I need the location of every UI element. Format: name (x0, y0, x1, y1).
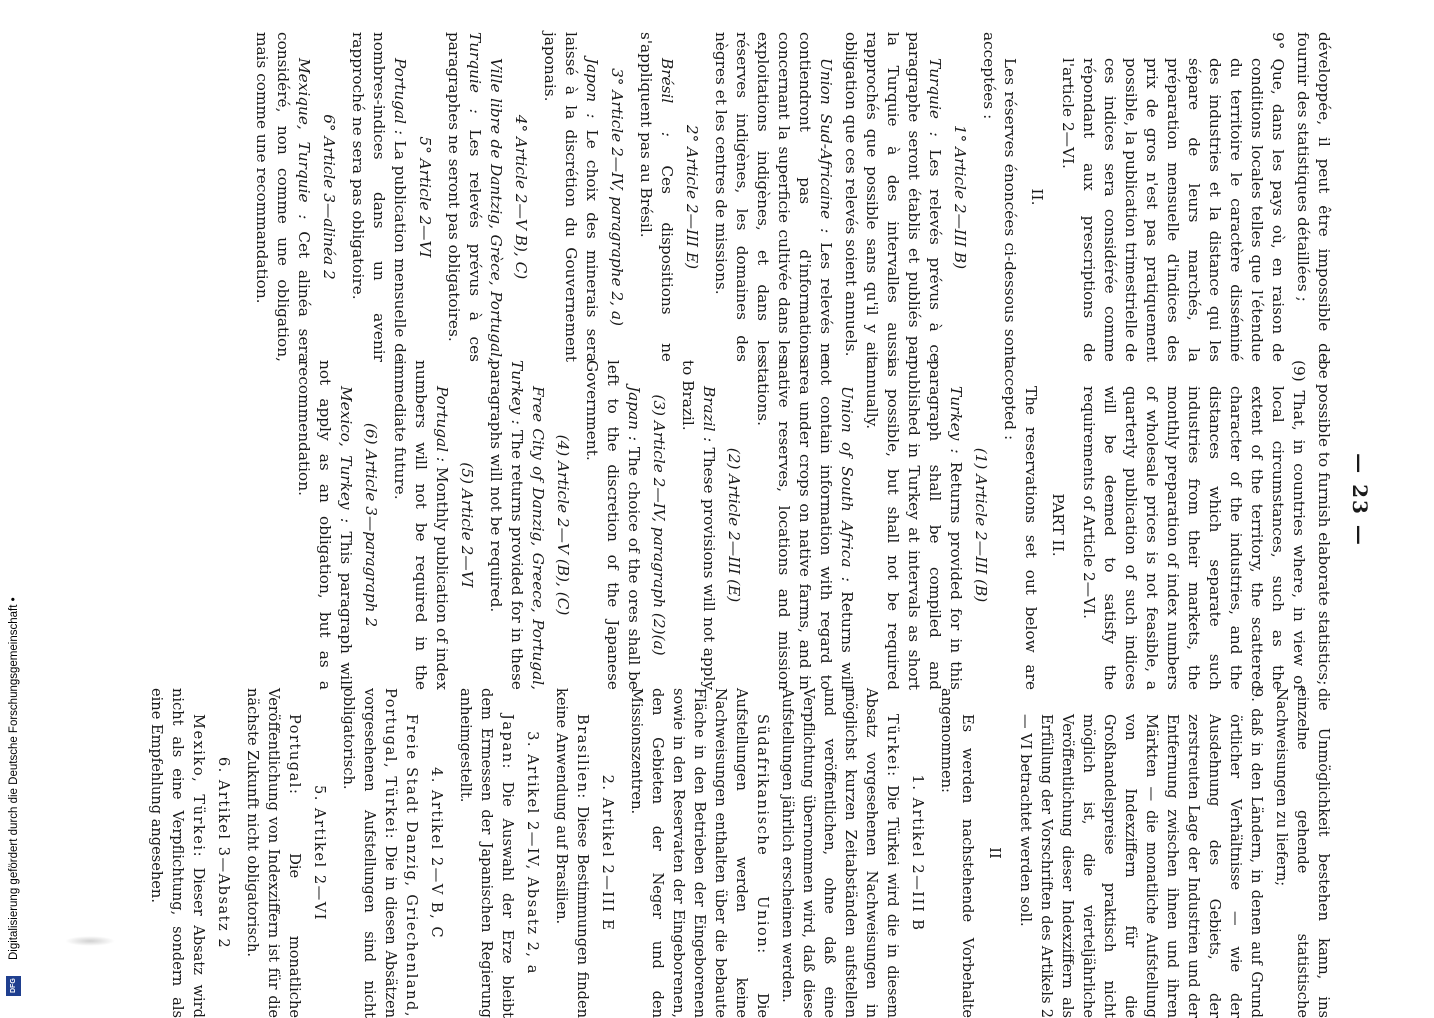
de-text-south-africa: Die Aufstellungen werden keine Nachweisungen enthalten über die bebaute Fläche in den Betrieben der Eingeborenen sowie in den Reservaten der Eingeborenen, den Gebieten der Neger und den Missionszentren. (628, 688, 771, 1018)
en-text-portugal: Monthly publication of index numbers will not be required in the immediate future. (391, 360, 451, 690)
de-reservation-japan (455, 688, 518, 1018)
de-heading-1: 1. Artikel 2—III B (909, 774, 926, 932)
de-lead-mexico: Mexiko, Türkei: (190, 714, 207, 859)
fr-reservation-danzig (443, 32, 506, 362)
en-lead-japan: Japan : (625, 386, 643, 442)
en-heading-2: (2) Article 2—III (E) (725, 447, 743, 603)
en-heading-4: (4) Article 2—V (B), (C) (554, 434, 572, 616)
de-reservation-mexico (146, 688, 209, 1018)
de-reservation-brazil (551, 688, 593, 1018)
fr-heading-4: 4° Article 2—V B), C) (512, 114, 530, 280)
en-reservation-turkey (861, 360, 966, 690)
en-text-south-africa: Returns will not contain information with regard to area under crops on native farms, and in native reserves, locations and mission stations. (754, 360, 856, 690)
de-heading-2: 2. Artikel 2—III E (599, 774, 616, 932)
de-lead-japan: Japan: (499, 714, 516, 770)
en-reservation-south-africa (752, 360, 857, 690)
german-column (148, 688, 1334, 1018)
fr-text-south-africa: Les relevés ne contiendront pas d'informations concernant la superficie cultivée dans les exploitations indigènes, et dans les réserves indigènes, les domaines des nègres et les centres de missions. (712, 32, 835, 362)
de-lead-portugal: Portugal: (286, 714, 303, 796)
fr-text-turkey: Les relevés prévus à ce paragraphe seront établis et publiés par la Turquie à des intervalles aussi rapprochés que possible sans qu'il y ait obligation que ces relevés soient annuels. (842, 32, 944, 362)
de-paragraph-8-end: die Unmöglichkeit bestehen kann, ins einzelne gehende statistische Nachweisungen zu liefern; (1273, 688, 1332, 1018)
fr-lead-turkey: Turquie : (926, 58, 944, 137)
en-paragraph-9: (9) That, in countries where, in view of local circumstances, such as the extent of the territory, the scattered character of the industries, and the distances which separate such industries from their markets, the monthly preparation of index numbers of wholesale prices is not feasible, a quarterly publication of such indices will be deemed to satisfy the requirements of Article 2—VI. (1080, 360, 1308, 690)
attribution-text: Digitalisierung gefördert durch die Deutsche Forschungsgemeinschaft • (8, 597, 20, 960)
de-lead-danzig: Freie Stadt Danzig, Griechenland, Portugal, Türkei: (382, 688, 420, 1018)
fr-lead-brazil: Brésil : (658, 58, 676, 137)
fr-part-heading: II. (1028, 188, 1046, 206)
de-heading-4: 4. Artikel 2—V B, C (428, 766, 445, 940)
de-lead-turkey: Türkei: (884, 714, 901, 778)
fr-reservation-brazil (635, 32, 677, 362)
fr-text-brazil: Ces dispositions ne s'appliquent pas au Brésil. (637, 32, 676, 362)
fr-heading-6: 6° Article 3—alinéa 2 (320, 114, 338, 280)
fr-paragraph-9: 9° Que, dans les pays où, en raison de conditions locales telles que l'étendue du territoire le caractère disséminé des industries et la distance qui les sépare de leurs marchés, la préparation mensuelle d'indices des prix de gros n'est pas pratiquement possible, la publication trimestrielle de ces indices sera considérée comme répondant aux prescriptions de l'article 2—VI. (1059, 32, 1287, 362)
en-intro: The reservations set out below are accepted : (1001, 360, 1040, 690)
de-paragraph-9: 9. daß in den Ländern, in denen auf Grund örtlicher Verhältnisse — wie der Ausdehnung des Gebiets, der zerstreuten Lage der Industrien und der Entfernung zwischen ihnen und ihren Märkten — die monatliche Aufstellung von Indexziffern für die Großhandelspreise praktisch nicht möglich ist, die vierteljährliche Veröffentlichung dieser Indexziffern als Erfüllung der Vorschriften des Artikels 2 — VI betrachtet werden soll. (1017, 688, 1265, 1018)
fr-lead-south-africa: Union Sud-Africaine : (817, 58, 835, 234)
dfg-logo: DFG (6, 976, 21, 996)
en-text-brazil: These provisions will not apply to Brazil. (679, 360, 718, 690)
de-reservation-turkey (777, 688, 903, 1018)
de-text-turkey: Die Türkei wird die in diesem Absatz vorgesehenen Nachweisungen in möglichst kurzen Zeitabständen aufstellen und veröffentlichen, ohne daß eine Verpflichtung übernommen wird, daß diese Aufstellungen jährlich erscheinen werden. (779, 688, 901, 1018)
fr-intro: Les réserves énoncées ci-dessous sont acceptées : (980, 32, 1019, 362)
de-lead-south-africa: Südafrikanische Union: (754, 714, 771, 955)
de-heading-6: 6. Artikel 3—Absatz 2 (215, 756, 232, 950)
en-lead-south-africa: Union of South Africa : (838, 386, 856, 582)
fr-text-danzig: Les relevés prévus à ces paragraphes ne seront pas obligatoires. (445, 32, 484, 362)
fr-reservation-portugal (347, 32, 410, 362)
attribution-sidebar (2, 0, 30, 1000)
en-heading-1: (1) Article 2—III (B) (972, 447, 990, 603)
fr-lead-portugal: Portugal : (391, 58, 409, 135)
fr-heading-5: 5° Article 2—VI (416, 136, 434, 258)
fr-paragraph-8-end: développée, il peut être impossible de fournir des statistiques détaillées ; (1294, 32, 1333, 362)
en-text-turkey: Returns provided for in this paragraph shall be compiled and published in Turkey at intervals as short as possible, but shall not be required annually. (863, 360, 965, 691)
fr-reservation-south-africa (710, 32, 836, 362)
fr-reservation-mexico (251, 32, 314, 362)
en-lead-turkey: Turkey : (947, 386, 965, 454)
en-lead-brazil: Brazil : (700, 386, 718, 443)
en-heading-6: (6) Article 3—paragraph 2 (362, 422, 380, 628)
french-column (184, 32, 1334, 362)
de-text-danzig: Die in diesen Absätzen vorgesehenen Aufstellungen sind nicht obligatorisch. (340, 688, 399, 1018)
fr-heading-3: 3° Article 2—IV, paragraphe 2, a) (608, 68, 626, 326)
en-lead-mexico: Mexico, Turkey : (337, 386, 355, 524)
en-text-danzig: The returns provided for in these paragraphs will not be required. (487, 360, 526, 690)
de-reservation-danzig (338, 688, 422, 1018)
de-text-mexico: Dieser Absatz wird nicht als eine Verpflichtung, sondern als eine Empfehlung angesehen. (148, 688, 207, 1018)
de-heading-3: 3. Artikel 2—IV, Absatz 2, a (524, 731, 541, 975)
fr-heading-2: 2° Article 2—III E) (683, 124, 701, 270)
de-heading-5: 5. Artikel 2—VI (311, 784, 328, 922)
page-number: — 23 — (1348, 453, 1372, 547)
fr-text-mexico: Cet alinéa sera considéré, non comme une obligation, mais comme une recommandation. (253, 32, 313, 362)
fr-lead-mexico: Mexique, Turquie : (295, 58, 313, 220)
fr-reservation-japan (539, 32, 602, 362)
fr-reservation-turkey (840, 32, 945, 362)
english-column (184, 360, 1334, 690)
fr-lead-danzig: Ville libre de Dantzig, Grèce, Portugal, Turquie : (466, 32, 505, 362)
fr-text-portugal: La publication mensuelle de nombres-indices dans un avenir rapproché ne sera pas obligatoire. (349, 32, 409, 362)
en-reservation-danzig (485, 360, 548, 690)
de-text-portugal: Die monatliche Veröffentlichung von Indexziffern ist für die nächste Zukunft nicht obligatorisch. (244, 688, 303, 1018)
en-heading-5: (5) Article 2—VI (458, 462, 476, 588)
de-text-brazil: Diese Bestimmungen finden keine Anwendung auf Brasilien. (553, 688, 591, 1018)
fr-heading-1: 1° Article 2—III B) (951, 124, 969, 270)
de-part-heading: II (986, 847, 1003, 859)
de-text-japan: Die Auswahl der Erze bleibt dem Ermessen der Japanischen Regierung anheimgestellt. (457, 688, 516, 1018)
de-intro: Es werden nachstehende Vorbehalte angenommen: (938, 688, 976, 1018)
en-reservation-portugal (389, 360, 452, 690)
en-text-japan: The choice of the ores shall be left to the discretion of the Japanese Government. (583, 360, 643, 690)
fr-lead-japan: Japon : (583, 58, 601, 119)
de-reservation-south-africa (626, 688, 773, 1018)
en-reservation-japan (581, 360, 644, 690)
en-reservation-mexico (293, 360, 356, 690)
en-reservation-brazil (677, 360, 719, 690)
en-paragraph-8-end: be possible to furnish elaborate statistics; (1315, 360, 1333, 686)
de-reservation-portugal (242, 688, 305, 1018)
en-part-heading: PART II. (1049, 493, 1067, 557)
de-lead-brazil: Brasilien: (574, 714, 591, 800)
en-lead-danzig: Free City of Danzig, Greece, Portugal, Turkey : (508, 360, 547, 690)
en-heading-3: (3) Article 2—IV, paragraph (2)(a) (650, 394, 668, 656)
en-text-mexico: This paragraph will not apply as an obligation, but as a recommendation. (295, 360, 355, 690)
scan-smudge (65, 936, 115, 946)
fr-text-japan: Le choix des minerais sera laissé à la discrétion du Gouvernement japonais. (541, 32, 601, 362)
en-lead-portugal: Portugal : (433, 386, 451, 463)
